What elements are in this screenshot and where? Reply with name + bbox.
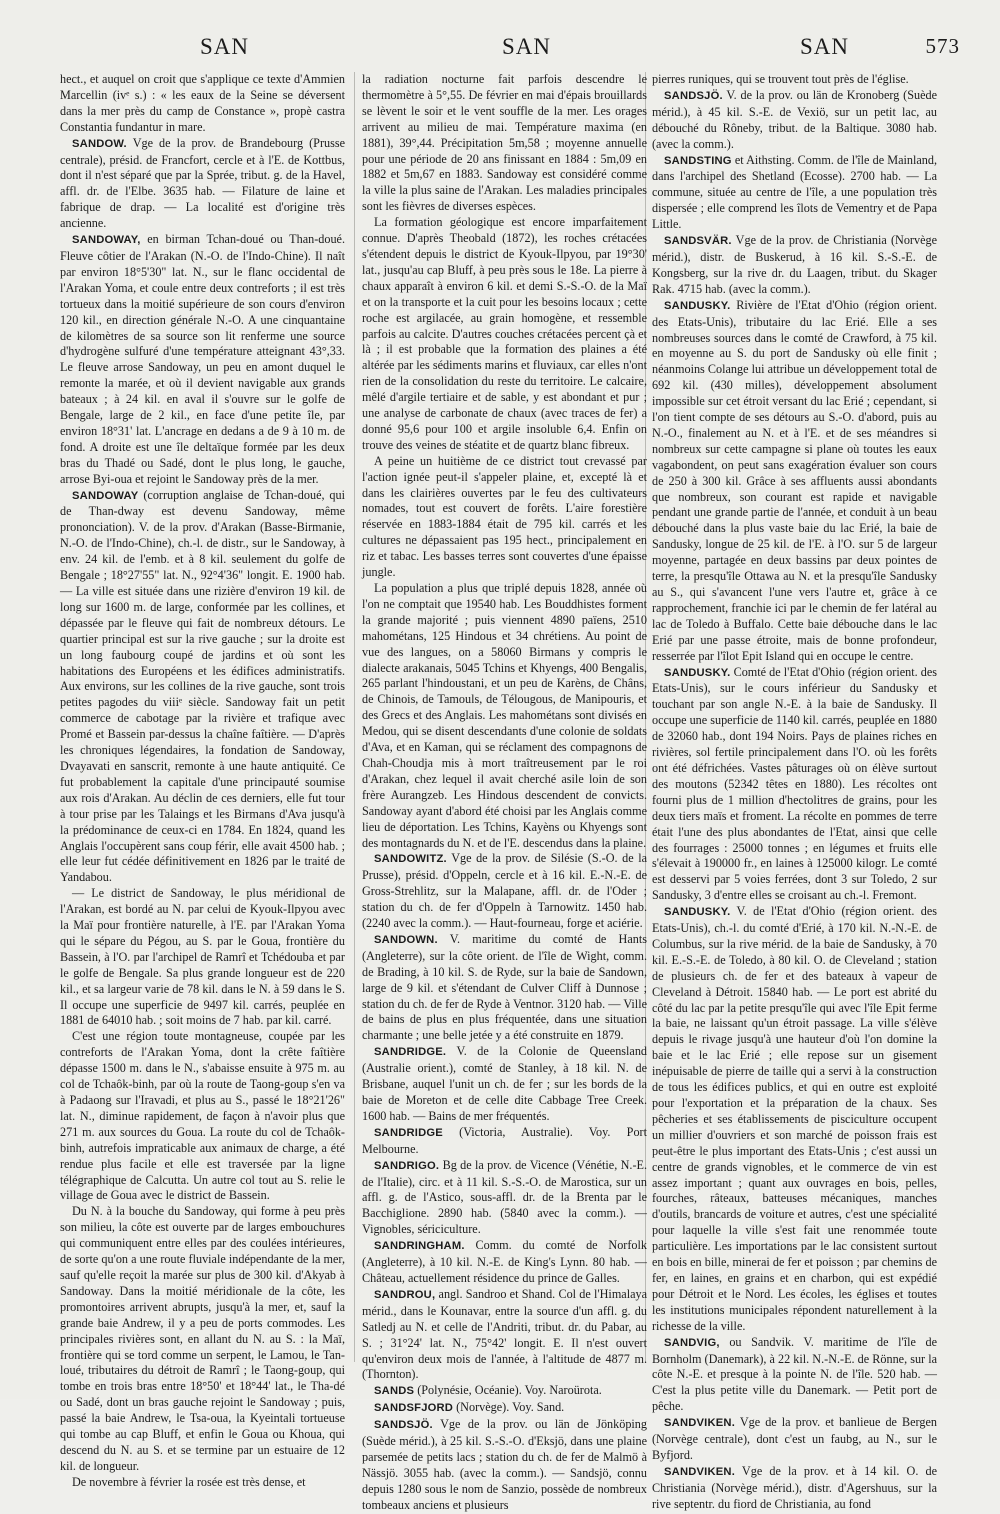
dictionary-entry <box>652 298 937 665</box>
entry-text: ou Sandvik. V. maritime de l'île de Bornholm (Danemark), à 22 kil. N.-N.-E. de Rönne, sur la côte N.-E. et presque à la pointe N. de l'île. 520 hab. — C'est la plus petite ville du Danemark. — Petit port de pêche. <box>652 1334 937 1414</box>
entry-headword: SANDUSKY. <box>664 906 731 919</box>
entry-text: V. maritime du comté de Hants (Angleterre), sur la côte orient. de l'île de Wight, comm. de Brading, à 10 kil. S. de Ryde, sur la baie de Sandown, large de 9 kil. et s'étendant de Culver Cliff à Dunnose ; station du ch. de fer de Ryde à Ventnor. 3120 hab. — Ville de bains de plus en plus fréquentée, dans une situation charmante ; une belle jetée y a été construite en 1879. <box>362 931 647 1043</box>
entry-headword: SANDVIKEN. <box>664 1417 735 1430</box>
entry-text: La formation géologique est encore imparfaitement connue. D'après Theobald (1872), les roches crétacées s'étendent depuis le district de Kyouk-Ilpyou, par 19°30' lat., jusqu'au cap Bluff, à peu près sous le 18e. La pierre à chaux apparaît à environ 6 kil. et demi S.-S.-O. de la Maï et on la transporte et la cuit pour les besoins locaux ; cette roche est argilacée, au grain homogène, et ressemble parfois au calcite. D'autres couches crétacées percent çà et là ; il est probable que la formation des plaines a été altérée par les sédiments marins et fluviaux, car elles n'ont rien de la consolidation du reste du territoire. Le calcaire, mêlé d'argile tertiaire et de sable, y est abondant et pur ; une analyse de carbonate de chaux (avec traces de fer) a donné 95,6 pour 100 et argile insoluble 6,4. Enfin on trouve des veines de stéatite et de quartz blanc fibreux. <box>362 215 647 452</box>
entry-text: La population a plus que triplé depuis 1828, année où l'on ne comptait que 19540 hab. Les Bouddhistes forment la grande majorité ; puis viennent 4890 païens, 2510 mahométans, 125 Hindous et 34 chrétiens. Au point de vue des langues, on a 58060 Birmans y compris le dialecte arakanais, 5045 Tchins et Khyengs, 400 Bengalis, 265 parlant l'hindoustani, et un peu de Karèns, de Châns, de Chinois, de Tamouls, de Télougous, de Manipouris, et des Grecs et des Anglais. Les mahométans sont divisés en Medou, qui se disent descendants d'une colonie de soldats d'Ava, et en Kaman, qui se réclament des compagnons de Chah-Choudja mis à mort traîtreusement par le roi d'Arakan, chez lequel il avait cherché asile loin de son frère Aurangzeb. Les Hindous descendent de convicts. Sandoway ayant d'abord été choisi par les Anglais comme lieu de déportation. Les Tchins, Kayèns ou Khyengs sont des montagnards du N. et de l'E. descendus dans la plaine. <box>362 581 647 850</box>
entry-text: Vge de la prov. de Christiania (Norvège mérid.), distr. de Buskerud, à 16 kil. S.-S.-E. de Kongsberg, sur la rive dr. du Laagen, tribut. du Skager Rak. 4715 hab. (avec la comm.). <box>652 233 937 296</box>
entry-headword: SANDROU, <box>374 1288 436 1301</box>
dictionary-entry <box>60 232 345 488</box>
column-rule <box>354 72 355 1362</box>
dictionary-entry <box>362 581 647 851</box>
dictionary-entry <box>362 851 647 932</box>
dictionary-entry <box>362 1044 647 1125</box>
entry-text: (corruption anglaise de Tchan-doué, qui de Than-dway est devenu Sandoway, même prononciation). V. de la prov. d'Arakan (Basse-Birmanie, N.-O. de l'Indo-Chine), ch.-l. de distr., sur le Sandoway, à env. 24 kil. de l'emb. et à 8 kil. seulement du golfe de Bengale ; 18°27'55" lat. N., 92°4'36" longit. E. 1900 hab. — La ville est située dans une rizière d'environ 19 kil. de long sur 1600 m. de large, conformée par les collines, et dépassée par le fleuve qui fait de nombreux détours. Le quartier principal est sur la rive gauche ; sur la droite est un long faubourg coupé de jardins et où sont les habitations des Européens et les édifices administratifs. Aux environs, sur les collines de la rive gauche, sont trois petites pagodes du viiiᵉ siècle. Sandoway fait un petit commerce de cabotage par la rivière et trafique avec Promé et Bassein par-dessus la chaîne faîtière. — D'après les chroniques légendaires, la fondation de Sandoway, Dvayavati en sanscrit, remonte à une haute antiquité. Ce fut probablement la capitale d'une principauté soumise aux rois d'Arakan. Au déclin de ces derniers, elle fut tour à tour prise par les Talaings et les Birmans d'Ava jusqu'à la prédominance de ceux-ci en 1784. En 1824, quand les Anglais l'occupèrent sans coup férir, elle avait 4500 hab. ; elle leur fut cédée définitivement en 1826 par le traité de Yandabou. <box>60 487 345 885</box>
dictionary-entry <box>362 1125 647 1158</box>
entry-text: — Le district de Sandoway, le plus méridional de l'Arakan, est bordé au N. par celui de Kyouk-Ilpyou avec la Maï pour frontière naturelle, à l'E. par l'Arakan Yoma qui le sépare du Pégou, au S. par le Goua, frontière du Bassein, à l'O. par l'archipel de Ramrî et Tchédouba et par le golfe de Bengale. Sa plus grande longueur est de 220 kil., et sa largeur varie de 78 kil. dans le N. à 59 dans le S. Il occupe une superficie de 9497 kil. carrés, peuplée en 1881 de 64010 hab. ; soit moins de 7 hab. par kil. carré. <box>60 886 345 1028</box>
dictionary-entry <box>652 904 937 1334</box>
dictionary-entry <box>60 488 345 887</box>
entry-headword: SANDSJÖ. <box>664 89 723 102</box>
entry-text: Bg de la prov. de Vicence (Vénétie, N.-E. de l'Italie), circ. et à 11 kil. S.-S.-O. de Marostica, sur un affl. g. de l'Astico, sous-affl. dr. de la Brenta par le Bacchiglione. 2890 hab. (5840 avec la comm.). — Vignobles, sériciculture. <box>362 1157 648 1237</box>
entry-headword: SANDSJÖ. <box>374 1419 433 1432</box>
dictionary-entry <box>652 153 937 234</box>
dictionary-entry <box>60 72 345 136</box>
entry-headword: SANDOWITZ. <box>374 853 447 866</box>
dictionary-entry <box>652 665 937 905</box>
entry-text: Vge de la prov. et banlieue de Bergen (Norvège centrale), dont c'est un faubg, au N., sur le Byfjord. <box>652 1415 937 1462</box>
dictionary-entry <box>362 1238 647 1287</box>
entry-headword: SANDVIG, <box>664 1336 720 1349</box>
dictionary-entry <box>362 215 647 454</box>
dictionary-entry <box>362 1417 647 1513</box>
entry-text: V. de la prov. ou län de Kronoberg (Suède mérid.), à 45 kil. S.-E. de Vexiö, sur un petit lac, au débouché du Rôneby, tribut. de la Baltique. 3080 hab. (avec la comm.). <box>652 87 938 151</box>
entry-headword: SANDSTING <box>664 154 732 167</box>
entry-text: hect., et auquel on croit que s'applique ce texte d'Ammien Marcellin (ivᵉ s.) : « les eaux de la Seine se déversent dans la mer près du camp de Constance », propè castra Constantia fundantur in mare. <box>60 72 345 134</box>
entry-headword: SANDSVÄR. <box>664 235 732 248</box>
entry-text: (Victoria, Australie). Voy. Port Melbourne. <box>362 1124 647 1156</box>
running-head <box>60 34 960 64</box>
entry-text: (Norvège). Voy. Sand. <box>456 1400 565 1415</box>
entry-text: pierres runiques, qui se trouvent tout près de l'église. <box>652 72 909 86</box>
entry-text: Vge de la prov. de Brandebourg (Prusse centrale), présid. de Francfort, cercle et à l'E. de Kottbus, dont il n'est séparé que par la Sprée, tribut. g. de la Havel, affl. dr. de l'Elbe. 3635 hab. — Filature de laine et fabrique de drap. — La localité est d'origine très ancienne. <box>60 135 346 231</box>
dictionary-entry <box>652 1415 937 1464</box>
entry-text: V. de la Colonie de Queensland (Australie orient.), comté de Stanley, à 18 kil. N. de Brisbane, auquel l'unit un ch. de fer ; sur les bords de la baie de Moreton et de celle dite Cabbage Tree Creek. 1600 hab. — Bains de mer fréquentés. <box>362 1044 648 1123</box>
entry-headword: SANDUSKY. <box>664 666 731 679</box>
entry-headword: SANDVIKEN. <box>664 1465 735 1478</box>
entry-headword: SANDOWAY <box>72 489 139 502</box>
dictionary-entry <box>652 1335 937 1416</box>
entry-text: Vge de la prov. et à 14 kil. O. de Christiania (Norvège mérid.), distr. d'Agershuus, sur la rive septentr. du fiord de Christiania, au fond <box>652 1463 937 1511</box>
entry-headword: SANDRIDGE. <box>374 1046 447 1059</box>
entry-text: angl. Sandroo et Shand. Col de l'Himalaya mérid., dans le Kounavar, entre la source d'un affl. g. du Satledj au N. et celle de l'Andriti, tribut. dr. du Pabar, au S. ; 31°24' lat. N., 75°42' longit. E. Il n'est ouvert qu'environ deux mois de l'année, à l'altitude de 4877 m. (Thornton). <box>362 1286 648 1382</box>
entry-text: Comté de l'Etat d'Ohio (région orient. des Etats-Unis), sur le cours inférieur du Sandusky et touchant par son angle N.-E. à la baie de Sandusky. Il occupe une superficie de 1140 kil. carrés, peuplée en 1880 de 32060 hab., dont 194 Noirs. Pays de plaines riches en rivières, sol fertile principalement dans l'O. où les forêts ont été défrichées. Vastes pâturages où on élève surtout des moutons (52342 têtes en 1880). Les récoltes ont fourni plus de 1 million d'hectolitres de grains, pour les deux tiers maïs et froment. La récolte en pommes de terre était l'une des plus abondantes de l'Etat, ainsi que celle des fourrages : 25000 tonnes ; en légumes et fruits elle s'élevait à 190000 fr., en laines à 125000 kilogr. Le comté est desservi par 5 voies ferrées, dont 3 sur Toledo, 2 sur Sandusky, 3 d'entre elles se croisant au ch.-l. Fremont. <box>652 664 937 903</box>
entry-text: (Polynésie, Océanie). Voy. Naroürota. <box>417 1383 602 1398</box>
entry-headword: SANDRIDGE <box>374 1126 443 1139</box>
entry-text: A peine un huitième de ce district tout crevassé par l'action ignée peut-il s'appeler plaine, et, excepté là et dans les clairières ouvertes par le feu des cultivateurs nomades, tout est couvert de forêts. L'aire forestière réservée en 1883-1884 était de 795 kil. carrés et les cultures ne dépassaient pas 195 hect., principalement en riz et tabac. Les basses terres sont couvertes d'une épaisse jungle. <box>362 453 647 580</box>
entry-text: Comm. du comté de Norfolk (Angleterre), à 10 kil. N.-E. de King's Lynn. 80 hab. — Château, actuellement résidence du prince de Galles. <box>362 1238 647 1285</box>
entry-text: la radiation nocturne fait parfois descendre le thermomètre à 5°,55. De février en mai d'épais brouillards se lèvent le soir et le vent souffle de la mer. Les orages arrivent au milieu de mai. Température maxima (en 1881), 39°,44. Précipitation 5m,58 ; moyenne annuelle pour une période de 20 ans finissant en 1884 : 5m,09 en 1882 et 5m,67 en 1883. Sandoway est considéré comme la ville la plus saine de l'Arakan. Les maladies principales sont les fièvres de diverses espèces. <box>362 72 647 214</box>
running-head-right: SAN <box>800 34 850 59</box>
page-number: 573 <box>925 34 960 58</box>
dictionary-entry <box>60 1204 345 1474</box>
dictionary-entry <box>362 454 647 581</box>
entry-headword: SANDRINGHAM. <box>374 1240 465 1253</box>
entry-headword: SANDS <box>374 1385 415 1398</box>
dictionary-entry <box>362 1400 647 1417</box>
dictionary-entry <box>60 886 345 1029</box>
dictionary-entry <box>60 136 345 232</box>
entry-headword: SANDOWAY, <box>72 234 141 247</box>
running-head-left: SAN <box>200 34 250 59</box>
dictionary-entry <box>60 1029 345 1204</box>
dictionary-entry <box>362 932 647 1044</box>
dictionary-entry <box>362 72 647 215</box>
entry-headword: SANDSFJORD <box>374 1402 454 1415</box>
entry-text: V. de l'Etat d'Ohio (région orient. des Etats-Unis), ch.-l. du comté d'Erié, à 170 kil. N.-N.-E. de Columbus, sur la rive mérid. de la baie de Sandusky, à 70 kil. E.-S.-E. de Toledo, à 80 kil. O. de Cleveland ; station de plusieurs ch. de fer et des bateaux à vapeur de Cleveland à Détroit. 15840 hab. — Le port est abrité du côté du lac par la petite presqu'île qui avec l'île Epit ferme la baie, ne laissant qu'un étroit passage. La ville s'élève depuis le rivage jusqu'à une hauteur d'où l'on domine la baie et le lac Erié ; elle repose sur un gisement inépuisable de pierre de taille qui a servi à la construction de tous les édifices publics, et qui en outre est exploité pour l'exportation et la préparation de la chaux. Ses pêcheries et ses établissements de pisciculture occupent un millier d'ouvriers et son marché de poisson frais est peut-être le plus important des Etats-Unis ; c'est aussi un centre de grands vignobles, et le commerce de vin est assez important ; quant aux ouvrages en bois, pelles, fourches, râteaux, batteuses mécaniques, manches d'outils, brancards de voiture et autres, c'est une spécialité pour laquelle la ville s'est fait une renommée toute particulière. Les importations par le lac consistent surtout en bois en bille, minerai de fer et poisson ; par chemins de fer, en laines, en grains et en charbon, qui est expédié pour Détroit et le Nord. Les écoles, les églises et toutes les institutions municipales répondent naturellement à la richesse de la ville. <box>652 904 937 1333</box>
running-head-center: SAN <box>502 34 552 59</box>
dictionary-entry <box>362 1158 647 1239</box>
dictionary-entry <box>652 233 937 298</box>
entry-text: en birman Tchan-doué ou Than-doué. Fleuve côtier de l'Arakan (N.-O. de l'Indo-Chine). Il naît par environ 18°5'30" lat. N., sur le flanc occidental de l'Arakan Yoma, et coule entre deux contreforts ; il est très tortueux dans la moitié supérieure de son cours d'environ 120 kil., en direction générale N.-O. A une cinquantaine de kilomètres de sa source son lit renferme une source d'hydrogène sulfuré d'une température atteignant 43°,33. Le fleuve arrose Sandoway, un peu en amont duquel le remonte la marée, et où il devient navigable aux grands bateaux ; à 24 kil. en aval il s'ouvre sur le golfe de Bengale, large de 2 kil., en face d'une petite île, par environ 18°31' lat. L'ancrage en dedans a de 9 à 10 m. de fond. A droite est une île deltaïque formée par les deux bras du Thadé ou Sadé, dont le plus long, le gauche, arrose Byi-oua et rejoint le Sandoway près de la mer. <box>60 232 345 486</box>
text-column-1 <box>60 72 346 1489</box>
entry-text: Vge de la prov. ou län de Jönköping (Suède mérid.), à 25 kil. S.-S.-O. d'Eksjö, dans une plaine parsemée de petits lacs ; station du ch. de fer de Malmö à Nässjö. 3055 hab. (avec la comm.). — Sandsjö, connu depuis 1280 sous le nom de Sanzio, possède de nombreux tombeaux anciens et plusieurs <box>362 1417 647 1512</box>
dictionary-entry <box>362 1383 647 1400</box>
entry-text: Rivière de l'Etat d'Ohio (région orient. des Etats-Unis), tributaire du lac Erié. Elle a ses nombreuses sources dans le comté de Crawford, à 75 kil. en moyenne au S. du port de Sandusky où elle finit ; néanmoins Colange lui attribue un développement total de 692 kil. (430 milles), développement absolument impossible sur cet étroit versant du lac Erié ; cependant, si l'on tient compte de ses détours au S.-O. d'abord, puis au N.-O., finalement au N. et à l'E. et de ses méandres si nombreux sur cette campagne si plane où toutes les eaux vagabondent, on peut sans exagération évaluer son cours de 250 à 300 kil. Grâce à ses affluents aussi abondants que nombreux, son courant est rapide et navigable pendant une grande partie de l'année, et conduit à un beau débouché dans la plus vaste baie du lac Erié, la baie de Sandusky, longue de 25 kil. de l'E. à l'O. sur 5 de largeur moyenne, partagée en deux bassins par deux pointes de terre, la presqu'île Ottawa au N. et la presqu'île Sandusky au S., qui s'avancent l'une vers l'autre et, grâce à ce rapprochement, franchie ici par le chemin de fer latéral au lac de Toledo à Buffalo. Cette baie débouche dans le lac Erié par une passe étroite, mais de bonne profondeur, resserrée par l'îlot Epit Island qui en occupe le centre. <box>652 297 938 663</box>
dictionary-entry <box>652 88 937 153</box>
entry-headword: SANDRIGO. <box>374 1159 440 1172</box>
dictionary-entry <box>60 1475 345 1491</box>
dictionary-entry <box>652 1464 937 1513</box>
text-column-3 <box>652 72 938 1511</box>
entry-text: Du N. à la bouche du Sandoway, qui forme à peu près son milieu, la côte est ouverte par de larges embouchures qui communiquent entre elles par des coulées intérieures, de sorte qu'on a une route fluviale indépendante de la mer, sauf qu'elle reçoit la marée sur plus de 300 kil. d'Akyab à Sandoway. Dans la moitié méridionale de la côte, les promontoires arrivent abrupts, jusqu'à la mer, et, sauf la grande baie Andrew, il y a peu de ports commodes. Les principales rivières sont, en allant du N. au S. : la Maï, frontière qui se tord comme un serpent, le Lamou, le Tan-loué, tributaires du détroit de Ramrî ; le Taong-goup, qui tombe en trois bras entre 18°50' et 18°44' lat., le Tha-dé ou Sadé, dont un bras gauche rejoint le Sandoway ; puis, passé la baie Andrew, le Tsa-oua, la Kyeintali tortueuse qui tombe au cap Bluff, et enfin le Goua ou Khoua, qui descend du N. au S. et se termine par un estuaire de 12 kil. de longueur. <box>60 1204 345 1473</box>
text-column-2 <box>362 72 648 1512</box>
entry-headword: SANDOWN. <box>374 933 438 946</box>
entry-headword: SANDUSKY. <box>664 299 731 312</box>
entry-text: De novembre à février la rosée est très dense, et <box>72 1474 306 1489</box>
dictionary-entry <box>362 1287 647 1383</box>
entry-headword: SANDOW. <box>72 137 127 150</box>
entry-text: C'est une région toute montagneuse, coupée par les contreforts de l'Arakan Yoma, dont la crête faîtière dépasse 1500 m. dans le N., s'abaisse ensuite à 975 m. au col de Tchaôk-binh, par où la route de Taong-goup s'en va à Padaong sur l'Iravadi, et plus au S., passé le 18°21'26" lat. N., diminue rapidement, de façon à n'avoir plus que 271 m. aux sources du Goua. La route du col de Tchaôk-binh, autrefois impraticable aux animaux de charge, a été rendue plus facile et elle est traversée par la ligne télégraphique de Calcutta. Un autre col tout au S. relie le village de Goua avec le district de Bassein. <box>60 1029 345 1203</box>
entry-text: et Aithsting. Comm. de l'île de Mainland, dans l'archipel des Shetland (Ecosse). 2700 hab. — La commune, située au centre de l'île, a une population très dispersée ; elle comprend les îlots de Vementry et de Papa Little. <box>652 152 938 232</box>
dictionary-entry <box>652 72 937 88</box>
entry-text: Vge de la prov. de Silésie (S.-O. de la Prusse), présid. d'Oppeln, cercle et à 16 kil. E.-N.-E. de Gross-Strehlitz, sur la Malapane, affl. dr. de l'Oder ; station du ch. de fer d'Oppeln à Tarnowitz. 1450 hab. (2240 avec la comm.). — Haut-fourneau, forge et aciérie. <box>362 851 647 931</box>
